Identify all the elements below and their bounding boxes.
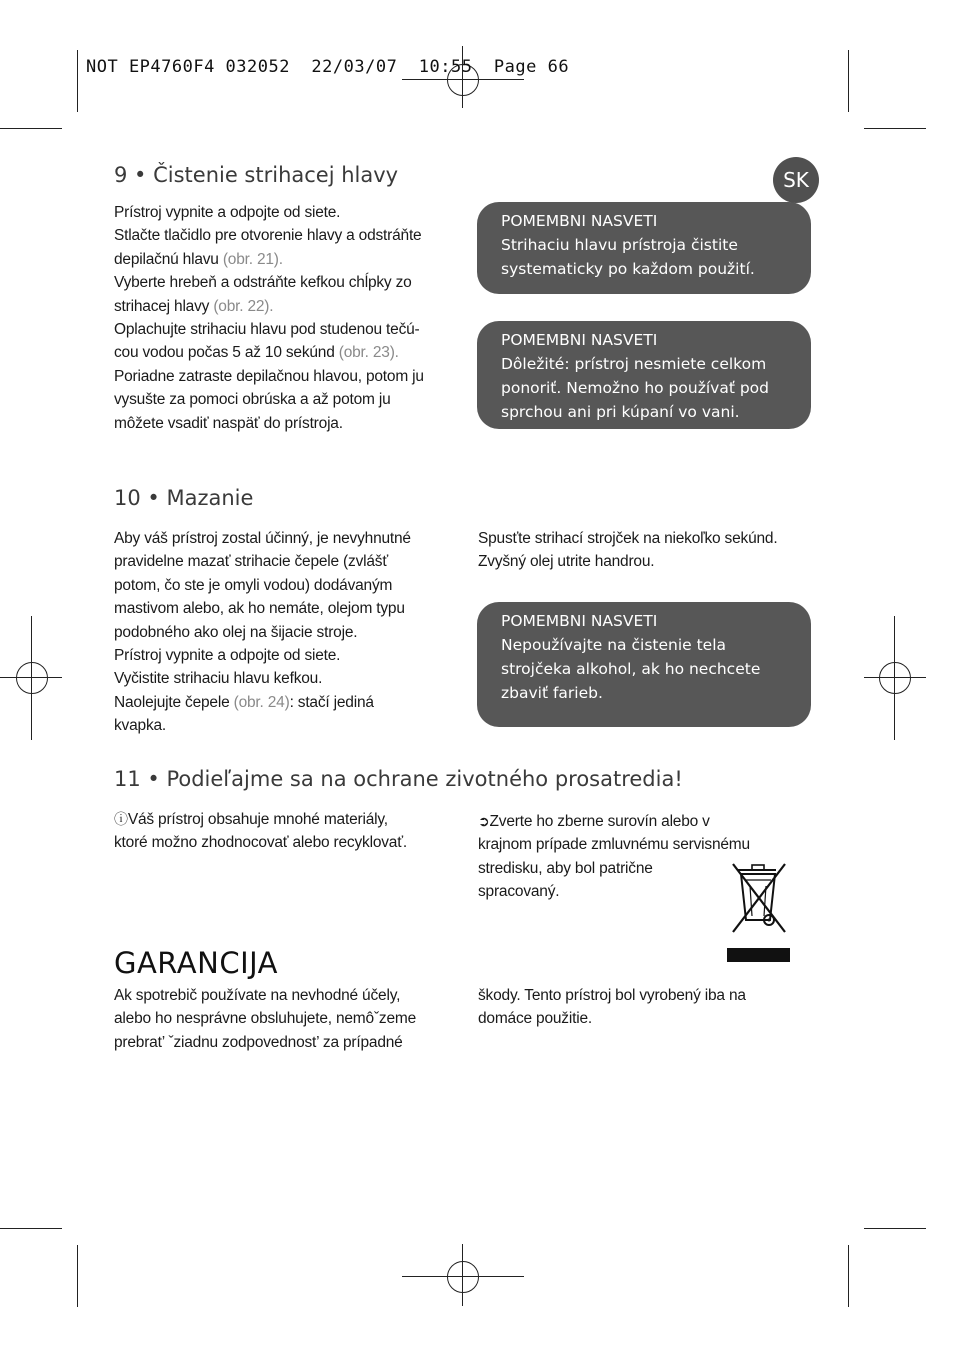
section-11-right-line-text: Zverte ho zberne surovín alebo v [489,813,710,830]
section-9-line-text: vysušte za pomoci obrúska a až potom ju [114,391,391,409]
figure-reference: (obr. 21). [222,250,283,268]
section-10-line-text: kvapka. [114,717,167,735]
section-10-line [114,550,459,573]
section-9-line [114,341,459,364]
section-10-line [114,621,459,644]
guarantee-right-line-text: škody. Tento prístroj bol vyrobený iba na [478,987,746,1004]
section-9-line-text: môžete vsadiť naspäť do prístroja. [114,414,343,432]
section-9-line [114,201,459,224]
section-10-line [114,644,459,667]
tip-line: ponoriť. Nemožno ho používať pod [501,379,769,397]
section-10-line-text: potom, čo ste je omyli vodou) dodávaným [114,576,393,594]
section-9-line-text: Vyberte hrebeň a odstráňte kefkou chĺpky zo [114,274,412,292]
guarantee-right-line [478,1007,823,1030]
section-11-right-line-text: stredisku, aby bol patrične [478,859,653,877]
tip-line: zbaviť farieb. [501,684,603,702]
figure-reference: (obr. 22). [213,297,274,315]
section-9-line-text: depilačnú hlavu [114,250,223,268]
tip-line: systematicky po každom použití. [501,260,755,278]
section-9-line-text: strihacej hlavy [114,297,214,315]
section-10-right-body [478,527,823,574]
tip-line: sprchou ani pri kúpaní vo vani. [501,403,740,421]
guarantee-line-text: alebo ho nesprávne obsluhujete, nemôˇzeme [114,1010,417,1028]
guarantee-line-text: prebrat’ ˇziadnu zodpovednost’ za prípadné [114,1033,403,1051]
guarantee-line [114,984,459,1007]
section-10-line [114,691,459,714]
section-10-line [114,527,459,550]
section-10-line-text: Prístroj vypnite a odpojte od siete. [114,647,341,665]
section-9-line [114,224,459,247]
section-11-line-text: ktoré možno zhodnocovať alebo recyklovať. [114,834,407,852]
tip-title: POMEMBNI NASVETI [501,331,658,349]
section-11-right-line [478,810,798,833]
section-9-line [114,295,459,318]
figure-reference: (obr. 23). [338,344,399,362]
section-11-line [114,808,459,831]
tip-box-2 [477,321,811,429]
section-10-line-text: podobného ako olej na šijacie stroje. [114,623,358,641]
section-9-line [114,271,459,294]
arrow-icon: ➲ [478,813,490,829]
print-slug: NOT EP4760F4 032052 22/03/07 10:55 Page 66 [86,57,570,77]
section-11-line-text: Váš prístroj obsahuje mnohé materiály, [127,811,388,828]
section-10-line [114,597,459,620]
language-badge: SK [773,157,819,203]
figure-reference: (obr. 24) [233,693,290,711]
section-9-line-text: Stlačte tlačidlo pre otvorenie hlavy a odstráňte [114,227,422,245]
section-11-right-line-text: spracovaný. [478,883,560,901]
guarantee-right-line [478,984,823,1007]
section-9-line [114,248,459,271]
section-9-body [114,201,459,435]
section-9-line-text: Prístroj vypnite a odpojte od siete. [114,204,341,221]
section-9-line [114,365,459,388]
tip-box-1 [477,202,811,294]
section-10-line-text: Vyčistite strihaciu hlavu kefkou. [114,670,323,688]
info-icon: ⓘ [114,811,128,827]
section-10-line [114,667,459,690]
section-9-heading: 9 • Čistenie strihacej hlavy [114,163,399,187]
section-10-right-line [478,550,823,573]
tip-box-3 [477,602,811,727]
guarantee-line [114,1007,459,1030]
section-11-left-body [114,808,459,855]
section-10-line-text: : stačí jediná [289,693,374,711]
section-10-line [114,574,459,597]
section-9-line [114,318,459,341]
section-10-right-line [478,527,823,550]
guarantee-line-text: Ak spotrebič používate na nevhodné účely, [114,987,401,1004]
section-9-line-text: Oplachujte strihaciu hlavu pod studenou tečú- [114,321,420,339]
section-10-line-text: pravidelne mazať strihacie čepele (zvlášť [114,553,388,571]
section-10-heading: 10 • Mazanie [114,486,254,510]
section-10-right-line-text: Zvyšný olej utrite handrou. [478,553,655,571]
section-11-right-line [478,833,798,856]
guarantee-left-body [114,984,459,1054]
section-10-line-text: Aby váš prístroj zostal účinný, je nevyhnutné [114,530,411,547]
guarantee-right-body [478,984,823,1031]
section-10-left-body [114,527,459,738]
tip-title: POMEMBNI NASVETI [501,612,658,630]
section-11-heading: 11 • Podieľajme sa na ochrane zivotného prosatredia! [114,767,683,791]
tip-line: Strihaciu hlavu prístroja čistite [501,236,738,254]
section-10-line [114,714,459,737]
guarantee-line [114,1031,459,1054]
section-11-right-line-text: krajnom prípade zmluvnému servisnému [478,836,750,854]
tip-line: Nepoužívajte na čistenie tela [501,636,727,654]
crossed-out-wheelie-bin-icon [723,856,793,966]
section-9-line [114,412,459,435]
section-10-line-text: mastivom alebo, ak ho nemáte, olejom typu [114,600,405,618]
tip-line: strojčeka alkohol, ak ho nechcete [501,660,761,678]
section-10-line-text: Naolejujte čepele [114,693,234,711]
section-11-line [114,831,459,854]
guarantee-right-line-text: domáce použitie. [478,1010,592,1028]
section-9-line [114,388,459,411]
tip-title: POMEMBNI NASVETI [501,212,658,230]
tip-line: Dôležité: prístroj nesmiete celkom [501,355,767,373]
section-9-line-text: cou vodou počas 5 až 10 sekúnd [114,344,339,362]
section-10-right-line-text: Spusťte strihací strojček na niekoľko sekúnd. [478,530,778,547]
guarantee-heading: GARANCIJA [114,946,278,980]
section-9-line-text: Poriadne zatraste depilačnou hlavou, potom ju [114,367,424,385]
